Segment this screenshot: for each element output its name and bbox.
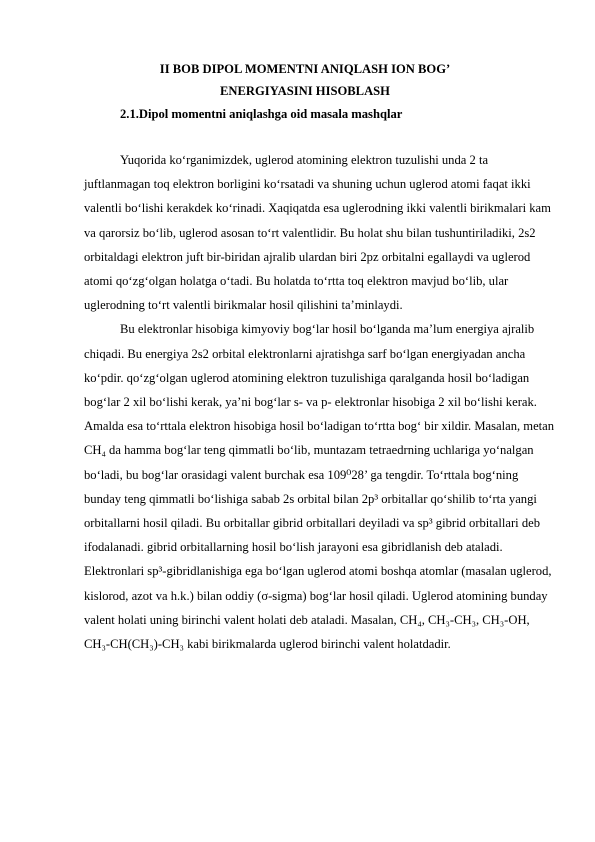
paragraph-line: energiyadan ancha ko‘pdir. qo‘zg‘olgan uglerod atomining elektron tuzulishiga: [84, 346, 526, 385]
paragraph-line: birikmalarda uglerod birinchi valent holatdadir.: [211, 637, 451, 652]
paragraph-line: orbitallari deb ifodalanadi. gibrid orbitallarning hosil bo‘lish jarayoni esa: [84, 516, 541, 555]
paragraph-line: teng qimmatli bo‘lishiga sabab 2s orbital bilan 2p³ orbitallar qo‘shilib to‘rta yangi: [124, 491, 537, 506]
paragraph-line: Bu elektronlar hisobiga kimyoviy bog‘lar hosil bo‘lganda ma’lum energiya: [120, 322, 499, 337]
paragraph-line: elektronlar hisobiga 2 xil bo‘lishi kerak. Amalda esa to‘rttala elektron hisobiga: [84, 395, 537, 434]
paragraph-line: boshqa atomlar (masalan uglerod, kislorod, azot va h.k.) bilan oddiy (σ-sigma): [84, 564, 552, 603]
paragraph-line: orbitallarni hosil qiladi. Bu orbitallar gibrid orbitallari deyiladi va sp³ gibrid: [84, 516, 466, 531]
paragraph-1: [84, 148, 556, 317]
chapter-title: [60, 58, 550, 102]
paragraph-line: Bu holatda to‘rtta toq elektron mavjud bo‘lib, ular uglerodning to‘rt valentli: [84, 274, 509, 313]
paragraph-2: [84, 317, 556, 656]
body-text: [84, 148, 556, 656]
paragraph-line: juftlanmagan toq elektron borligini ko‘rsatadi va shuning uchun uglerod atomi: [84, 177, 480, 192]
paragraph-line: birikmalar hosil qilishini ta’minlaydi.: [213, 298, 403, 313]
paragraph-line: bog‘lar hosil qiladi. Uglerod atomining bunday valent holati uning birinchi valent: [84, 588, 548, 627]
paragraph-line: holat shu bilan tushuntiriladiki, 2s2 orbitaldagi elektron juft bir-biridan ajralib: [84, 225, 536, 264]
paragraph-line: Yuqorida ko‘rganimizdek, uglerod atomining elektron tuzulishi unda 2 ta: [120, 153, 489, 167]
paragraph-line: ajralib chiqadi. Bu energiya 2s2 orbital elektronlarni ajratishga sarf bo‘lgan: [84, 322, 535, 361]
paragraph-line: qaralganda hosil bo‘ladigan bog‘lar 2 xil bo‘lishi kerak, ya’ni bog‘lar s- va p-: [84, 370, 530, 410]
paragraph-line: valentli birikmalari kam va qarorsiz bo‘lib, uglerod asosan to‘rt valentlidir. Bu: [84, 201, 551, 240]
paragraph-line: holati deb ataladi. Masalan, CH₄, CH₃-CH₃, CH₃-OH, CH₃-CH(CH₃)-CH₃ kabi: [84, 612, 530, 652]
chapter-title-line-2: ENERGIYASINI HISOBLASH: [220, 84, 390, 98]
paragraph-line: bog‘lar orasidagi valent burchak esa 109⁰28’ ga tengdir. To‘rttala bog‘ning bunday: [84, 467, 519, 506]
paragraph-line: teng qimmatli bo‘lib, muntazam tetraedrning uchlariga yo‘nalgan bo‘ladi, bu: [84, 443, 534, 482]
paragraph-line: ulardan biri 2pz orbitalni egallaydi va uglerod atomi qo‘zg‘olgan holatga o‘tadi.: [84, 249, 531, 289]
chapter-title-line-1: II BOB DIPOL MOMENTNI ANIQLASH ION BOG’: [159, 62, 451, 76]
paragraph-line: hosil bo‘ladigan to‘rtta bog‘ bir xildir. Masalan, metan CH₄ da hamma bog‘lar: [84, 419, 555, 458]
section-title: 2.1.Dipol momentni aniqlashga oid masala mashqlar: [120, 107, 403, 121]
paragraph-line: gibridlanish deb ataladi. Elektronlari sp³-gibridlanishiga ega bo‘lgan uglerod atomi: [84, 540, 503, 579]
paragraph-line: faqat ikki valentli bo‘lishi kerakdek ko‘rinadi. Xaqiqatda esa uglerodning ikki: [84, 177, 531, 216]
